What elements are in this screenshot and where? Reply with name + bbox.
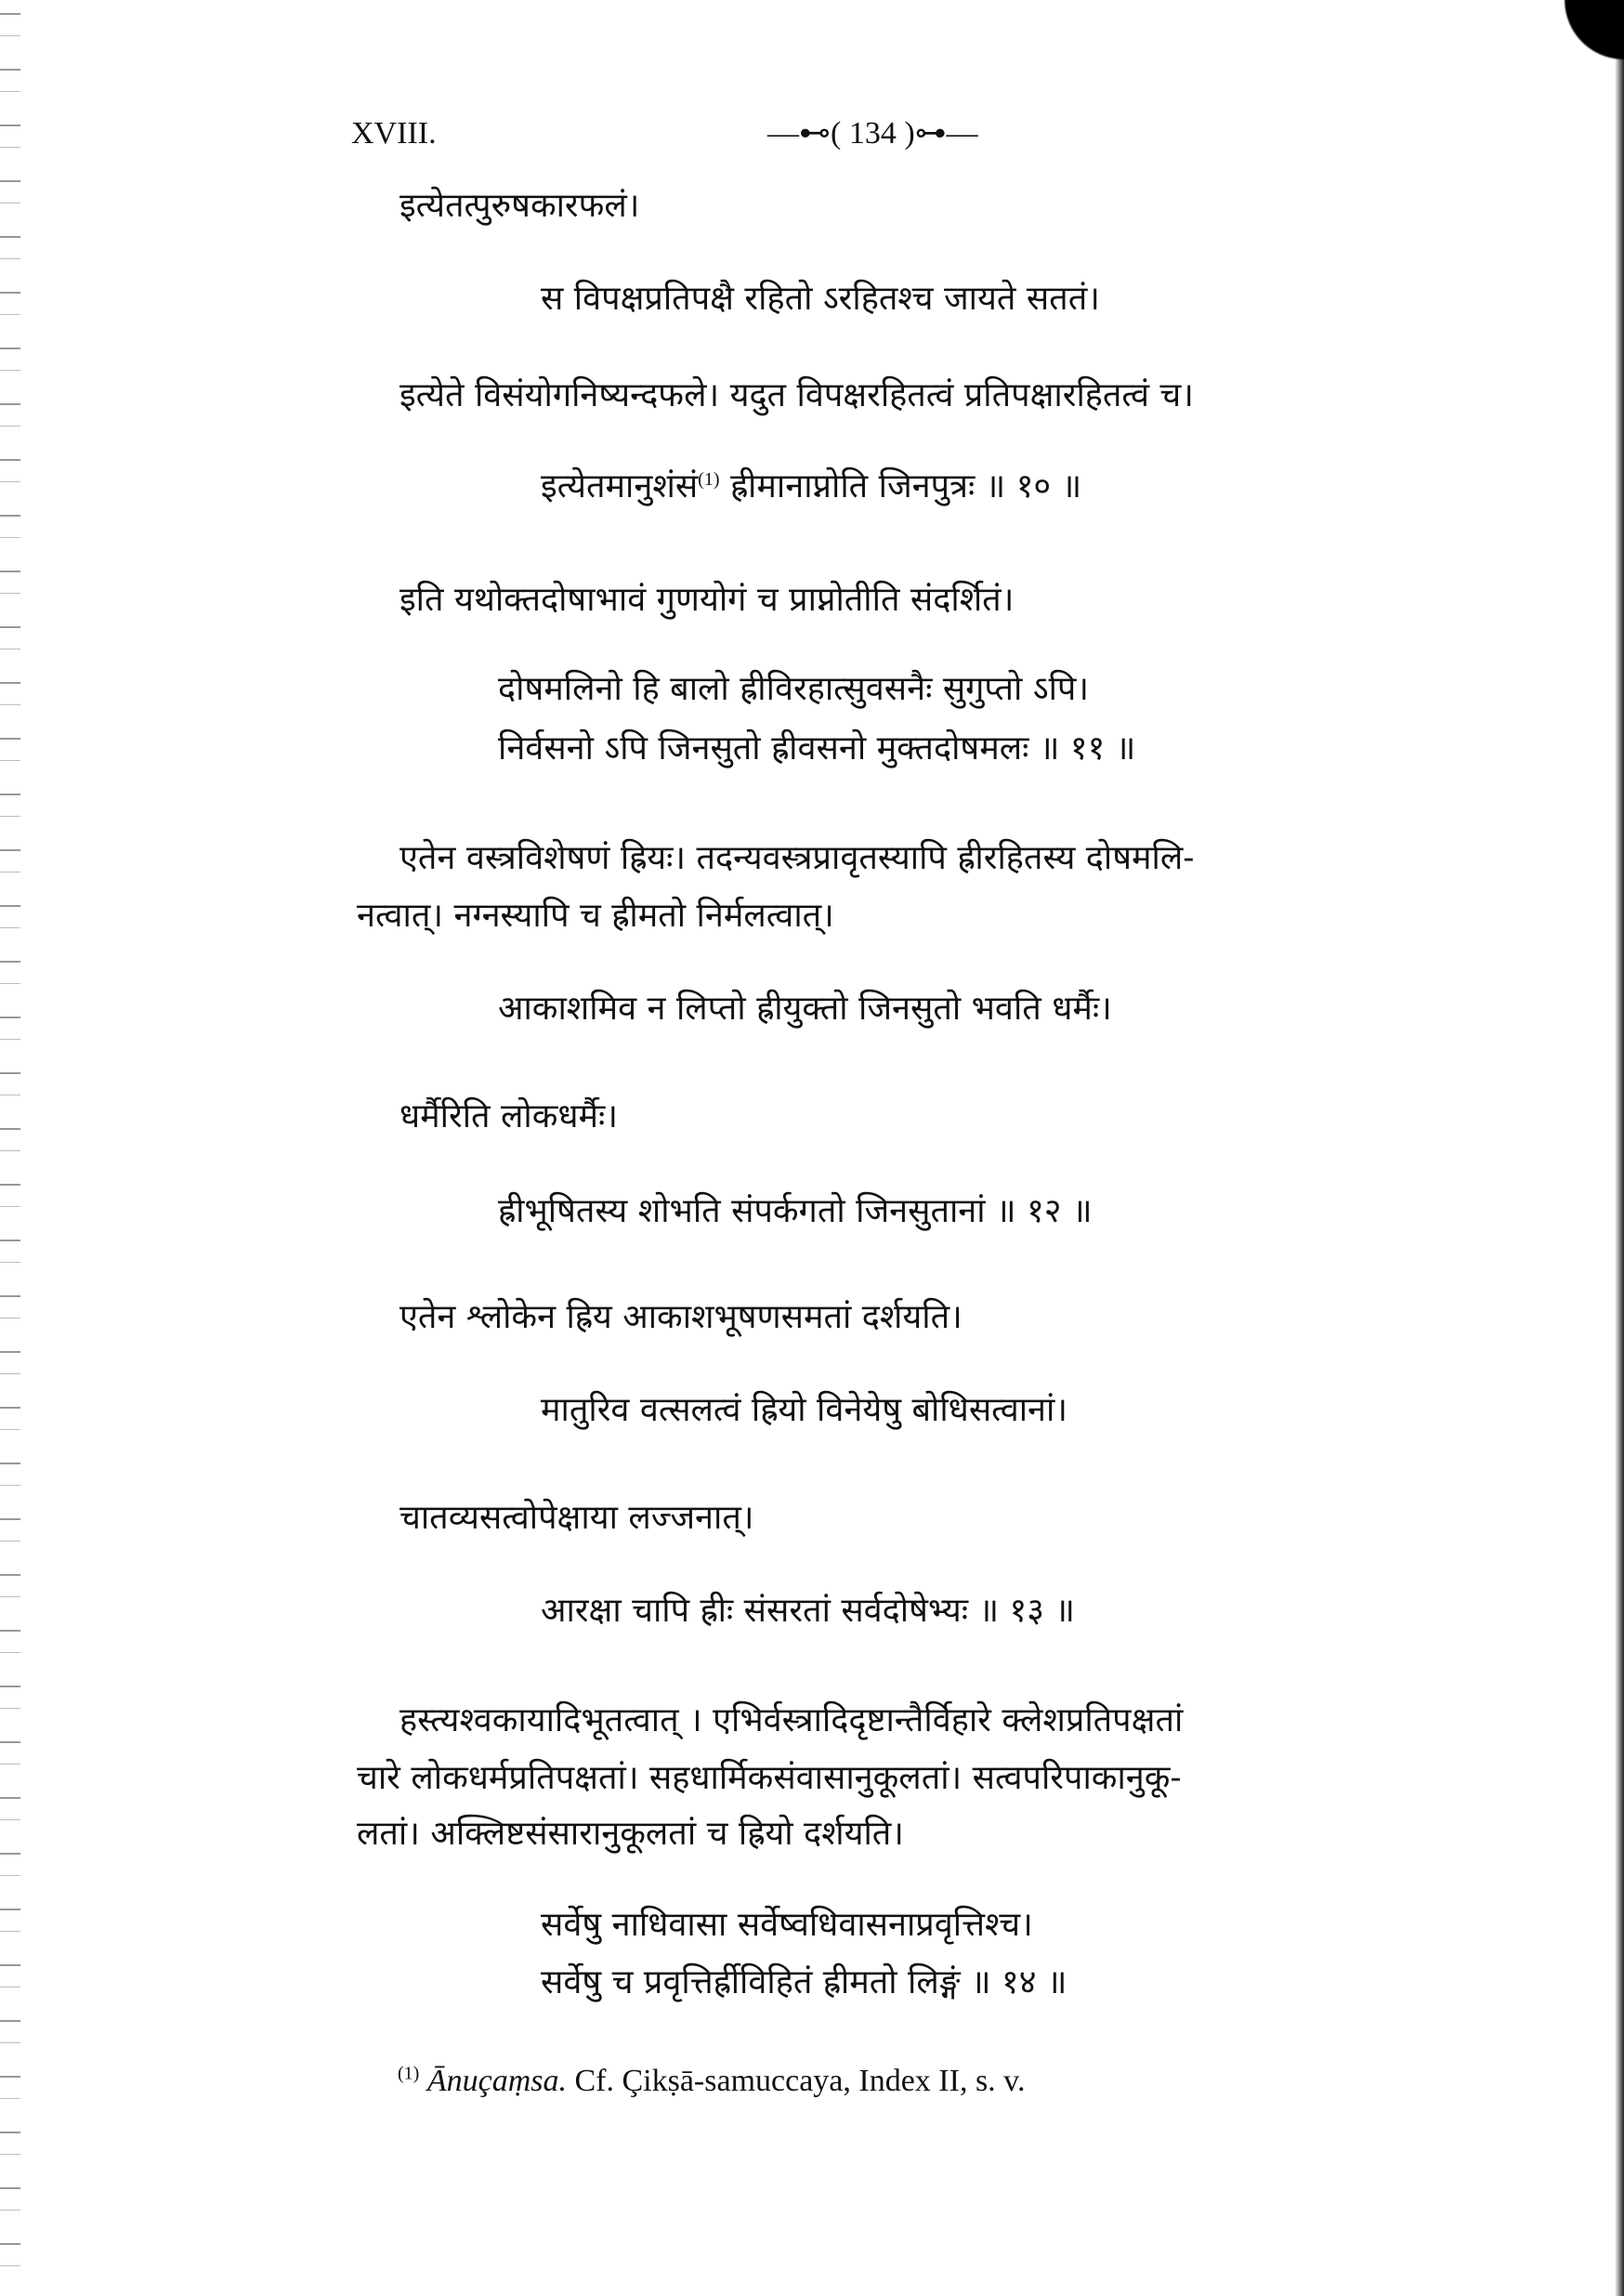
footnote-term: Ānuçaṃsa. xyxy=(426,2064,567,2098)
verse-line-7: निर्वसनो ऽपि जिनसुतो ह्रीवसनो मुक्तदोषमलः ॥ ११ ॥ xyxy=(498,729,1136,768)
text-line-11: धर्मैरिति लोकधर्मैः। xyxy=(399,1097,618,1135)
verse-line-21: सर्वेषु च प्रवृत्तिर्ह्रीविहितं ह्रीमतो लिङ्गं ॥ १४ ॥ xyxy=(541,1963,1067,2001)
scan-corner-shadow xyxy=(1540,0,1624,65)
verse-line-12: ह्रीभूषितस्य शोभति संपर्कगतो जिनसुतानां ॥ १२ ॥ xyxy=(498,1192,1093,1230)
text-line-1: इत्येतत्पुरुषकारफलं। xyxy=(399,187,640,225)
verse-line-16: आरक्षा चापि ह्रीः संसरतां सर्वदोषेभ्यः ॥ १३ ॥ xyxy=(541,1592,1075,1630)
verse-line-4-b: ह्रीमानाप्नोति जिनपुत्रः ॥ १० ॥ xyxy=(719,467,1082,505)
footnote-ref-1: (1) xyxy=(698,469,720,490)
footnote-text: Cf. Çikṣā-samuccaya, Index II, s. v. xyxy=(566,2064,1026,2098)
text-line-5: इति यथोक्तदोषाभावं गुणयोगं च प्राप्नोतीति संदर्शितं। xyxy=(399,581,1015,619)
page-number: —⊷( 134 )⊶— xyxy=(767,116,978,151)
verse-line-2: स विपक्षप्रतिपक्षै रहितो ऽरहितश्च जायते सततं। xyxy=(541,280,1100,318)
verse-line-20: सर्वेषु नाधिवासा सर्वेष्वधिवासनाप्रवृत्तिश्च। xyxy=(541,1906,1033,1944)
text-line-17: हस्त्यश्वकायादिभूतत्वात् । एभिर्वस्त्रादिदृष्टान्तैर्विहारे क्लेशप्रतिपक्षतां xyxy=(399,1701,1184,1739)
verse-line-14: मातुरिव वत्सलत्वं ह्रियो विनेयेषु बोधिसत्वानां। xyxy=(541,1391,1067,1429)
text-line-18: चारे लोकधर्मप्रतिपक्षतां। सहधार्मिकसंवासानुकूलतां। सत्वपरिपाकानुकू- xyxy=(357,1759,1182,1797)
text-line-19: लतां। अक्लिष्टसंसारानुकूलतां च ह्रियो दर्शयति। xyxy=(357,1815,904,1853)
text-line-3: इत्येते विसंयोगनिष्यन्दफले। यदुत विपक्षरहितत्वं प्रतिपक्षारहितत्वं च। xyxy=(399,376,1194,414)
footnote xyxy=(398,2061,1025,2102)
verse-line-4 xyxy=(541,465,1081,509)
verse-line-10: आकाशमिव न लिप्तो ह्रीयुक्तो जिनसुतो भवति धर्मैः। xyxy=(498,990,1112,1028)
verse-line-4-a: इत्येतमानुशंसं xyxy=(541,467,699,505)
text-line-15: चातव्यसत्वोपेक्षाया लज्जनात्। xyxy=(399,1499,754,1537)
section-number: XVIII. xyxy=(351,116,437,151)
scan-right-edge xyxy=(1615,0,1624,2296)
text-line-8: एतेन वस्त्रविशेषणं ह्रियः। तदन्यवस्त्रप्रावृतस्यापि ह्रीरहितस्य दोषमलि- xyxy=(399,839,1195,877)
scan-left-edge xyxy=(0,0,20,2296)
text-line-13: एतेन श्लोकेन ह्रिय आकाशभूषणसमतां दर्शयति। xyxy=(399,1298,963,1336)
text-line-9: नत्वात्। नग्नस्यापि च ह्रीमतो निर्मलत्वात्। xyxy=(357,897,834,935)
footnote-marker: (1) xyxy=(398,2063,420,2084)
verse-line-6: दोषमलिनो हि बालो ह्रीविरहात्सुवसनैः सुगुप्तो ऽपि। xyxy=(498,670,1090,708)
